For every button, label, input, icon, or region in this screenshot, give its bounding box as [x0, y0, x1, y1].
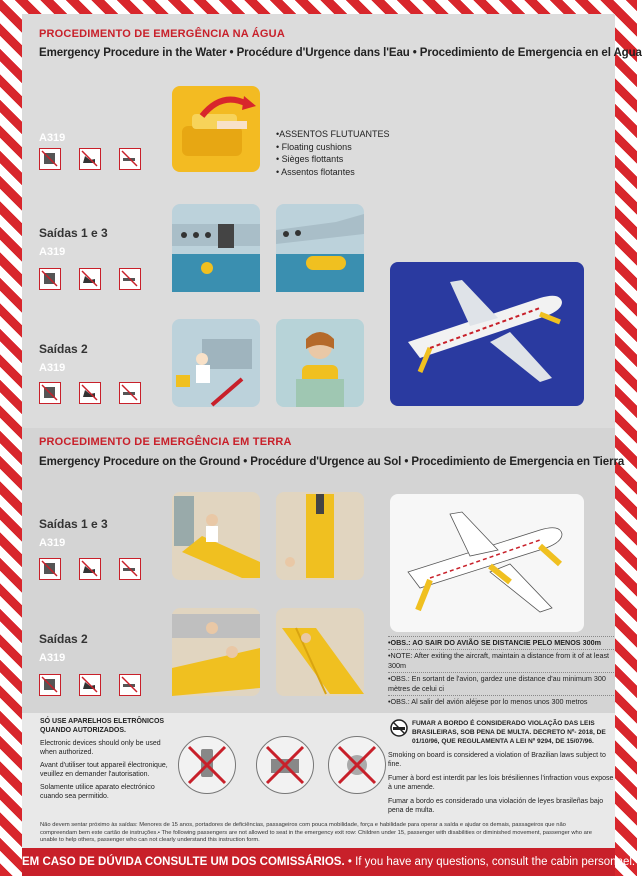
no-baggage-icon — [39, 382, 61, 404]
wing-slide-illustration — [276, 492, 364, 580]
electronics-es: Solamente utilice aparato electrónico cuando sea permitido. — [40, 784, 155, 800]
no-high-heels-icon — [79, 268, 101, 290]
no-smoking-icon — [119, 674, 141, 696]
bullet-pt: •ASSENTOS FLUTUANTES — [276, 129, 390, 139]
water-subtitle: Emergency Procedure in the Water • Procédure d'Urgence dans l'Eau • Procedimiento de Emergencia en el Agua — [39, 47, 642, 59]
ground-exits2-model: A319 — [39, 652, 66, 664]
life-vest-illustration — [276, 319, 364, 407]
obs-en: •NOTE: After exiting the aircraft, maintain a distance from it of at least 300m — [388, 649, 614, 672]
obs-es: •OBS.: Al salir del avión aléjese por lo menos unos 300 metros — [388, 695, 614, 708]
water-exit-jump-illustration — [172, 204, 260, 292]
footer-en: • If you have any questions, consult the cabin personnel. — [344, 856, 636, 868]
smoking-fr: Fumer à bord est interdit par les lois brésiliennes l'infraction vous expose à une amende. — [388, 775, 614, 791]
no-baggage-icon — [39, 674, 61, 696]
door-slide-illustration — [172, 492, 260, 580]
safety-card — [22, 14, 642, 868]
no-high-heels-icon — [79, 674, 101, 696]
water-title: PROCEDIMENTO DE EMERGÊNCIA NA ÁGUA — [39, 28, 285, 40]
no-high-heels-icon — [79, 382, 101, 404]
ground-title: PROCEDIMENTO DE EMERGÊNCIA EM TERRA — [39, 436, 292, 448]
water-exits-plane-diagram — [390, 262, 584, 406]
water-exits13-label: Saídas 1 e 3 — [39, 226, 108, 240]
no-phone-icon — [178, 736, 236, 794]
no-baggage-icon — [39, 148, 61, 170]
no-high-heels-icon — [79, 558, 101, 580]
wing-exit-illustration — [172, 319, 260, 407]
water-exits2-model: A319 — [39, 362, 66, 374]
obs-pt: •OBS.: AO SAIR DO AVIÃO SE DISTANCIE PELO MENOS 300m — [388, 636, 614, 649]
water-raft-illustration — [276, 204, 364, 292]
no-smoking-sign-icon — [390, 719, 408, 737]
bullet-fr: • Sièges flottants — [276, 154, 344, 164]
cushion-bullets — [276, 128, 390, 178]
no-baggage-icon — [39, 558, 61, 580]
seats-model-label: A319 — [39, 132, 66, 144]
smoking-en: Smoking on board is considered a violation of Brazilian laws subject to fine. — [388, 752, 606, 768]
ground-exits-plane-diagram — [390, 494, 584, 632]
smoking-pt: FUMAR A BORDO É CONSIDERADO VIOLAÇÃO DAS LEIS BRASILEIRAS, SOB PENA DE MULTA. DECRETO Nº- 2018, DE 01/10/96, QUE REGULAMENTA A LEI Nº 9294, DE 15/07/96. — [412, 720, 606, 745]
no-baggage-icon — [39, 268, 61, 290]
smoking-notice — [388, 719, 614, 820]
water-exits2-label: Saídas 2 — [39, 342, 88, 356]
footer-banner — [22, 848, 636, 876]
bullet-es: • Assentos flotantes — [276, 166, 355, 177]
distance-notes — [388, 636, 614, 707]
ground-exits13-model: A319 — [39, 537, 66, 549]
footer-pt: EM CASO DE DÚVIDA CONSULTE UM DOS COMISSÁRIOS. — [22, 856, 345, 868]
overwing-exit-slide-illustration — [172, 608, 260, 696]
obs-fr: •OBS.: En sortant de l'avion, gardez une distance d'au minimum 300 mètres de celui ci — [388, 672, 614, 695]
no-smoking-icon — [119, 268, 141, 290]
electronics-fr: Avant d'utiliser tout appareil électronique, veuillez en demander l'autorisation. — [40, 762, 168, 778]
water-exits13-model: A319 — [39, 246, 66, 258]
bullet-en: • Floating cushions — [276, 141, 352, 152]
exit-row-restrictions: Não devem sentar próximo às saídas: Menores de 15 anos, portadores de deficiências, passageiros com pouca mobilidade, força e habilidade para operar a saída e ajudar os demais, passageiros que não compreendam bem este cartão de instruções.• The following passengers are not allowed to seat in the emergency exit row: Children under 15, passenger with disabilities or diminished movement, passenger who are unable to help others, passenger who can not clearly understand this instruction form. — [40, 822, 592, 843]
smoking-es: Fumar a bordo es considerado una violación de leyes brasileñas bajo pena de multa. — [388, 798, 604, 814]
electronics-en: Electronic devices should only be used when authorized. — [40, 740, 161, 756]
ground-subtitle: Emergency Procedure on the Ground • Procédure d'Urgence au Sol • Procedimiento de Emergencia en Tierra — [39, 456, 625, 468]
electronics-pt: SÓ USE APARELHOS ELETRÔNICOS QUANDO AUTORIZADOS. — [40, 718, 165, 734]
ground-exits13-label: Saídas 1 e 3 — [39, 517, 108, 531]
electronics-notice — [40, 717, 175, 805]
no-cd-player-icon — [328, 736, 386, 794]
double-slide-illustration — [276, 608, 364, 696]
no-laptop-icon — [256, 736, 314, 794]
no-high-heels-icon — [79, 148, 101, 170]
no-smoking-icon — [119, 382, 141, 404]
no-smoking-icon — [119, 558, 141, 580]
no-smoking-icon — [119, 148, 141, 170]
ground-exits2-label: Saídas 2 — [39, 632, 88, 646]
floating-cushion-illustration — [172, 86, 260, 172]
